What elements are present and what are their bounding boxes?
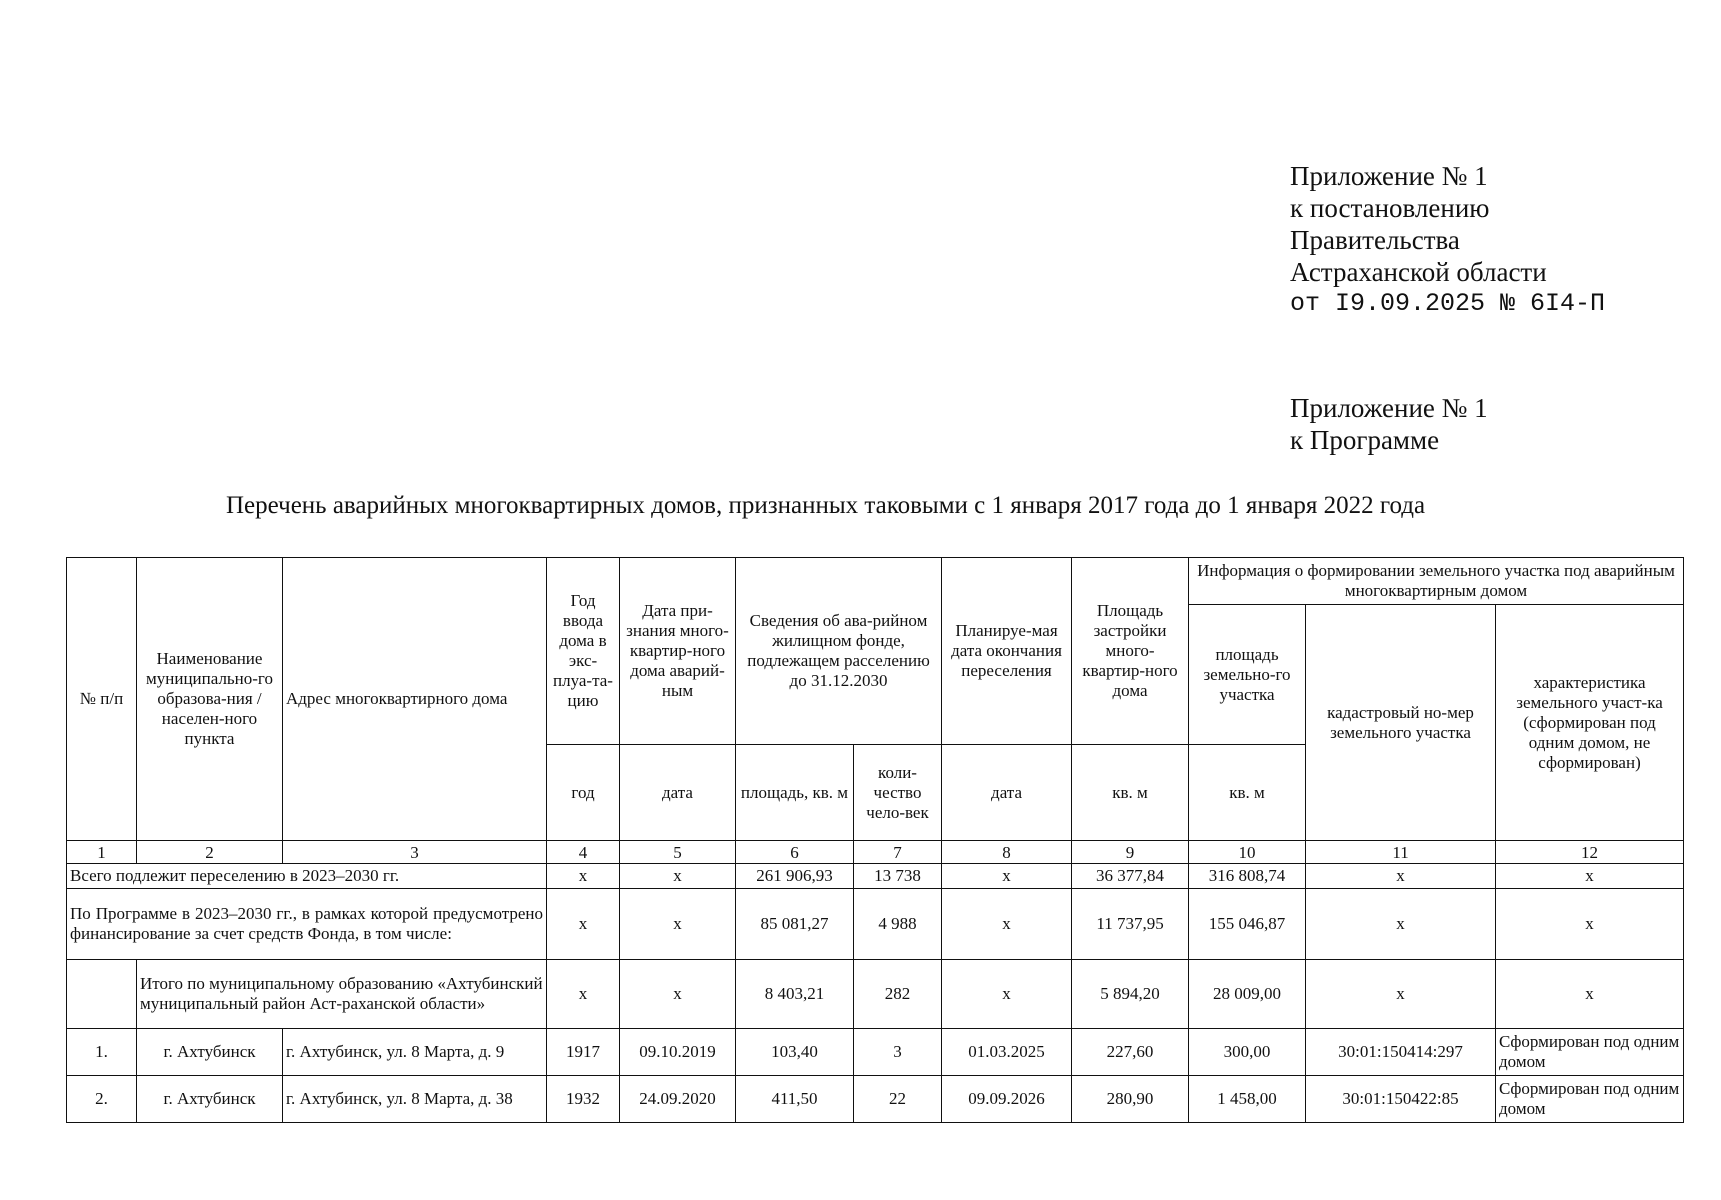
municipality-total-row bbox=[67, 960, 1684, 1029]
col-number: 8 bbox=[942, 841, 1072, 864]
col-number: 9 bbox=[1072, 841, 1189, 864]
table-row bbox=[67, 1076, 1684, 1123]
row-cadastral: 30:01:150414:297 bbox=[1306, 1029, 1496, 1076]
column-numbers-row bbox=[67, 841, 1684, 864]
itogo-cadastral: х bbox=[1306, 960, 1496, 1029]
itogo-date: х bbox=[620, 960, 736, 1029]
program-char: х bbox=[1496, 889, 1684, 960]
total-label: Всего подлежит переселению в 2023–2030 гг. bbox=[67, 864, 547, 889]
date-number: от I9.09.2025 № 6I4-П bbox=[1290, 289, 1606, 318]
total-build-area: 36 377,84 bbox=[1072, 864, 1189, 889]
row-planned-date: 09.09.2026 bbox=[942, 1076, 1072, 1123]
unit-year: год bbox=[547, 745, 620, 841]
program-land-area: 155 046,87 bbox=[1189, 889, 1306, 960]
itogo-people: 282 bbox=[854, 960, 942, 1029]
to-resolution: к постановлению bbox=[1290, 193, 1490, 223]
municipality-total-label: Итого по муниципальному образованию «Ахтубинский муниципальный район Аст-раханской области» bbox=[137, 960, 547, 1029]
unit-sqm-land: кв. м bbox=[1189, 745, 1306, 841]
program-label: По Программе в 2023–2030 гг., в рамках которой предусмотрено финансирование за счет средств Фонда, в том числе: bbox=[67, 889, 547, 960]
unit-sqm-build: кв. м bbox=[1072, 745, 1189, 841]
col-number: 4 bbox=[547, 841, 620, 864]
government: Правительства bbox=[1290, 225, 1460, 255]
empty-cell bbox=[67, 960, 137, 1029]
appendix-header bbox=[1290, 160, 1605, 320]
total-char: х bbox=[1496, 864, 1684, 889]
header-land-info: Информация о формировании земельного участка под аварийным многоквартирным домом bbox=[1189, 558, 1684, 605]
row-people: 3 bbox=[854, 1029, 942, 1076]
table-row bbox=[67, 1029, 1684, 1076]
unit-people: коли-чество чело-век bbox=[854, 745, 942, 841]
row-num: 1. bbox=[67, 1029, 137, 1076]
itogo-year: х bbox=[547, 960, 620, 1029]
row-municipality: г. Ахтубинск bbox=[137, 1029, 283, 1076]
row-date-recognized: 24.09.2020 bbox=[620, 1076, 736, 1123]
row-build-area: 227,60 bbox=[1072, 1029, 1189, 1076]
header-build-area: Площадь застройки много-квартир-ного дома bbox=[1072, 558, 1189, 745]
itogo-char: х bbox=[1496, 960, 1684, 1029]
row-year: 1917 bbox=[547, 1029, 620, 1076]
total-planned: х bbox=[942, 864, 1072, 889]
total-people: 13 738 bbox=[854, 864, 942, 889]
program-planned: х bbox=[942, 889, 1072, 960]
itogo-area: 8 403,21 bbox=[736, 960, 854, 1029]
to-program: к Программе bbox=[1290, 425, 1440, 455]
row-date-recognized: 09.10.2019 bbox=[620, 1029, 736, 1076]
document-title: Перечень аварийных многоквартирных домов, признанных таковыми с 1 января 2017 года до 1 января 2022 года bbox=[226, 492, 1426, 519]
row-area: 103,40 bbox=[736, 1029, 854, 1076]
emergency-houses-table bbox=[66, 557, 1684, 1123]
row-land-area: 1 458,00 bbox=[1189, 1076, 1306, 1123]
col-number: 6 bbox=[736, 841, 854, 864]
total-row bbox=[67, 864, 1684, 889]
header-land-char: характеристика земельного участ-ка (сформирован под одним домом, не сформирован) bbox=[1496, 605, 1684, 841]
row-land-char: Сформирован под одним домом bbox=[1496, 1029, 1684, 1076]
row-address: г. Ахтубинск, ул. 8 Марта, д. 9 bbox=[283, 1029, 547, 1076]
program-appendix-header bbox=[1290, 392, 1488, 456]
total-cadastral: х bbox=[1306, 864, 1496, 889]
program-cadastral: х bbox=[1306, 889, 1496, 960]
itogo-land-area: 28 009,00 bbox=[1189, 960, 1306, 1029]
header-cadastral: кадастровый но-мер земельного участка bbox=[1306, 605, 1496, 841]
program-date: х bbox=[620, 889, 736, 960]
appendix-title: Приложение № 1 bbox=[1290, 161, 1488, 191]
row-people: 22 bbox=[854, 1076, 942, 1123]
region: Астраханской области bbox=[1290, 257, 1547, 287]
itogo-planned: х bbox=[942, 960, 1072, 1029]
row-num: 2. bbox=[67, 1076, 137, 1123]
row-area: 411,50 bbox=[736, 1076, 854, 1123]
col-number: 10 bbox=[1189, 841, 1306, 864]
total-date: х bbox=[620, 864, 736, 889]
col-number: 1 bbox=[67, 841, 137, 864]
col-number: 7 bbox=[854, 841, 942, 864]
row-municipality: г. Ахтубинск bbox=[137, 1076, 283, 1123]
row-land-char: Сформирован под одним домом bbox=[1496, 1076, 1684, 1123]
program-area: 85 081,27 bbox=[736, 889, 854, 960]
header-num: № п/п bbox=[67, 558, 137, 841]
unit-area: площадь, кв. м bbox=[736, 745, 854, 841]
unit-date: дата bbox=[620, 745, 736, 841]
total-year: х bbox=[547, 864, 620, 889]
itogo-build-area: 5 894,20 bbox=[1072, 960, 1189, 1029]
header-land-area: площадь земельно-го участка bbox=[1189, 605, 1306, 745]
col-number: 5 bbox=[620, 841, 736, 864]
program-row bbox=[67, 889, 1684, 960]
row-year: 1932 bbox=[547, 1076, 620, 1123]
row-cadastral: 30:01:150422:85 bbox=[1306, 1076, 1496, 1123]
header-year: Год ввода дома в экс-плуа-та-цию bbox=[547, 558, 620, 745]
header-address: Адрес многоквартирного дома bbox=[283, 558, 547, 841]
header-planned-date: Планируе-мая дата окончания переселения bbox=[942, 558, 1072, 745]
col-number: 11 bbox=[1306, 841, 1496, 864]
unit-date-planned: дата bbox=[942, 745, 1072, 841]
row-build-area: 280,90 bbox=[1072, 1076, 1189, 1123]
program-year: х bbox=[547, 889, 620, 960]
row-land-area: 300,00 bbox=[1189, 1029, 1306, 1076]
program-build-area: 11 737,95 bbox=[1072, 889, 1189, 960]
program-people: 4 988 bbox=[854, 889, 942, 960]
row-address: г. Ахтубинск, ул. 8 Марта, д. 38 bbox=[283, 1076, 547, 1123]
total-area: 261 906,93 bbox=[736, 864, 854, 889]
col-number: 2 bbox=[137, 841, 283, 864]
header-date-recognized: Дата при-знания много-квартир-ного дома аварий-ным bbox=[620, 558, 736, 745]
header-fund-info: Сведения об ава-рийном жилищном фонде, подлежащем расселению до 31.12.2030 bbox=[736, 558, 942, 745]
header-municipality: Наименование муниципально-го образова-ния / населен-ного пункта bbox=[137, 558, 283, 841]
col-number: 12 bbox=[1496, 841, 1684, 864]
col-number: 3 bbox=[283, 841, 547, 864]
row-planned-date: 01.03.2025 bbox=[942, 1029, 1072, 1076]
program-appendix-title: Приложение № 1 bbox=[1290, 393, 1488, 423]
total-land-area: 316 808,74 bbox=[1189, 864, 1306, 889]
